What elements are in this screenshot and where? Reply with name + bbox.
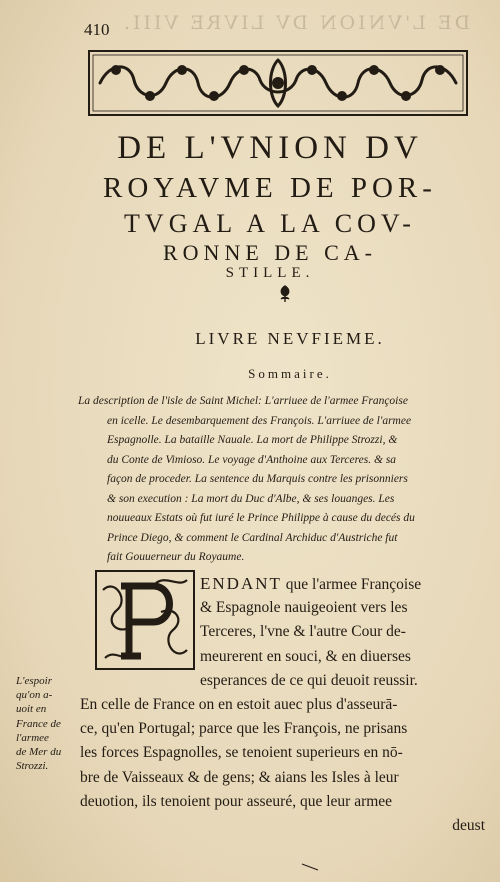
body-line: Terceres, l'vne & l'autre Cour de- [200, 623, 406, 641]
body-line-text: que l'armee Françoise [285, 576, 422, 593]
margin-note-line: France de [16, 717, 61, 730]
body-line [80, 572, 485, 596]
margin-note-line: L'espoir [16, 675, 52, 687]
body-line: bre de Vaisseaux & de gens; & aians les Isles à leur [80, 768, 399, 786]
body-paragraph [80, 572, 485, 838]
margin-note-line: uoit en [16, 703, 47, 716]
body-line: & Espagnole nauigeoient vers les [200, 599, 408, 617]
title-line-3: TVGAL A LA COV- [124, 209, 416, 238]
summary-line: du Conte de Vimioso. Le voyage d'Anthoine aux Terceres. & sa [107, 453, 397, 466]
summary-line: en icelle. Le desembarquement des François. L'arriuee de l'armee [107, 414, 412, 427]
summary-line: La description de l'isle de Saint Michel: L'arriuee de l'armee Françoise [78, 395, 408, 407]
body-line: meurerent en souci, & en diuerses [200, 647, 411, 665]
summary-line: façon de proceder. La sentence du Marquis contre les prisonniers [107, 473, 408, 485]
margin-note-line: qu'on a- [16, 689, 53, 702]
ink-mark-icon [300, 862, 320, 872]
margin-note-line: de Mer du [16, 746, 62, 759]
bleed-through-text: DE L'VNION DV LIVRE VIII. [120, 12, 470, 34]
summary-line: Prince Diego, & comment le Cardinal Archiduc d'Austriche fut [107, 531, 398, 544]
title-line-5: STILLE. [225, 265, 315, 281]
body-line: les forces Espagnolles, se tenoient superieurs en nō- [80, 744, 403, 762]
body-line: esperances de ce qui deuoit reussir. [200, 671, 418, 689]
book-heading: LIVRE NEVFIEME. [195, 329, 385, 348]
margin-note-line: l'armee [16, 731, 49, 744]
headpiece-ornament-icon [88, 50, 468, 116]
title-line-4: RONNE DE CA- [163, 240, 377, 265]
margin-note-line: Strozzi. [16, 760, 49, 773]
body-line: En celle de France on en estoit auec plus d'asseurā- [80, 695, 398, 713]
summary-line: Espagnolle. La bataille Nauale. La mort de Philippe Strozzi, & [107, 434, 398, 446]
page-number: 410 [84, 20, 110, 39]
margin-note [16, 674, 86, 773]
summary-line: fait Gouuerneur du Royaume. [107, 551, 245, 563]
summary-paragraph [78, 392, 488, 568]
title-line-2: ROYAVME DE POR- [103, 172, 437, 204]
sommaire-heading: Sommaire. [248, 366, 332, 381]
body-lead-word: ENDANT [200, 574, 282, 593]
summary-line: & son execution : La mort du Duc d'Albe, & ses louanges. Les [107, 492, 395, 505]
catchword: deust [452, 816, 485, 834]
body-line: deuotion, ils tenoient pour asseuré, que leur armee [80, 792, 393, 810]
title-line-1: DE L'VNION DV [117, 130, 423, 166]
summary-line: nouueaux Estats où fut iuré le Prince Philippe à cause du decés du [107, 512, 415, 524]
fleuron-icon [277, 285, 293, 303]
body-line: ce, qu'en Portugal; parce que les François, ne prisans [80, 720, 408, 738]
